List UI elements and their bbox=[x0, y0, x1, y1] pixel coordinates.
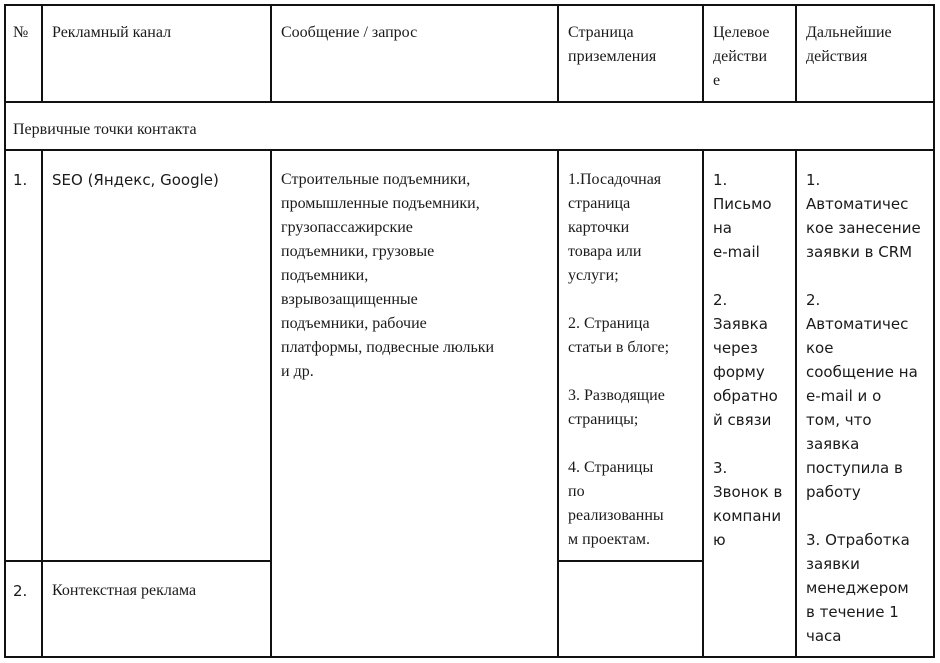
col-divider-3 bbox=[557, 149, 559, 658]
target-line: ю bbox=[713, 531, 726, 549]
header-landing bbox=[568, 21, 656, 69]
row-divider-landing bbox=[557, 560, 703, 562]
landing-line: страницы; bbox=[568, 411, 639, 428]
target-line: Письмо bbox=[713, 195, 772, 213]
row2-channel: Контекстная реклама bbox=[52, 582, 197, 599]
landing-item-3 bbox=[568, 384, 669, 432]
row1-target bbox=[713, 168, 782, 552]
row1-next bbox=[806, 168, 921, 648]
message-line: взрывозащищенные bbox=[281, 291, 418, 308]
next-line: заявки bbox=[806, 555, 860, 573]
landing-line: м проектам. bbox=[568, 531, 650, 548]
header-target bbox=[713, 21, 769, 93]
col-divider-1 bbox=[41, 149, 43, 658]
table-border-left bbox=[4, 4, 6, 658]
next-line: том, что bbox=[806, 411, 872, 429]
target-line: й связи bbox=[713, 411, 772, 429]
col-divider-4-header bbox=[702, 4, 704, 103]
row1-channel: SEO (Яндекс, Google) bbox=[52, 171, 219, 189]
target-item-2 bbox=[713, 288, 782, 432]
next-line: 3. Отработка bbox=[806, 531, 910, 549]
message-line: подъемники, bbox=[281, 267, 369, 284]
landing-line: по bbox=[568, 483, 585, 500]
row1-landing bbox=[568, 168, 669, 552]
row1-message bbox=[281, 168, 494, 384]
header-channel: Рекламный канал bbox=[52, 24, 172, 41]
col-divider-3-header bbox=[557, 4, 559, 103]
header-target-line: действи bbox=[713, 48, 768, 65]
landing-line: карточки bbox=[568, 219, 630, 236]
header-landing-line: приземления bbox=[568, 48, 657, 65]
next-item-1 bbox=[806, 168, 921, 264]
landing-line: услуги; bbox=[568, 267, 619, 284]
next-line: в течение 1 bbox=[806, 603, 899, 621]
message-line: грузопассажирские bbox=[281, 219, 413, 236]
document-page bbox=[4, 4, 935, 659]
next-line: заявка bbox=[806, 435, 860, 453]
next-line: менеджером bbox=[806, 579, 909, 597]
target-line: Заявка bbox=[713, 315, 768, 333]
target-line: 2. bbox=[713, 291, 728, 309]
landing-line: 2. Страница bbox=[568, 315, 650, 332]
header-next-line: действия bbox=[806, 48, 868, 65]
message-line: Строительные подъемники, bbox=[281, 171, 471, 188]
target-line: форму bbox=[713, 363, 765, 381]
header-message: Сообщение / запрос bbox=[281, 24, 418, 41]
next-item-2 bbox=[806, 288, 921, 504]
next-line: 2. bbox=[806, 291, 821, 309]
col-divider-1-header bbox=[41, 4, 43, 103]
message-line: и др. bbox=[281, 363, 314, 380]
header-landing-line: Страница bbox=[568, 24, 634, 41]
message-line: платформы, подвесные люльки bbox=[281, 339, 495, 356]
col-divider-5-header bbox=[795, 4, 797, 103]
landing-line: 4. Страницы bbox=[568, 459, 654, 476]
target-item-1 bbox=[713, 168, 782, 264]
next-line: поступила в bbox=[806, 459, 903, 477]
next-line: Автоматичес bbox=[806, 195, 909, 213]
header-target-line: е bbox=[713, 72, 721, 89]
next-line: кое занесение bbox=[806, 219, 921, 237]
section-title: Первичные точки контакта bbox=[13, 121, 197, 138]
row-divider-left bbox=[4, 560, 271, 562]
table-border-right bbox=[933, 4, 935, 658]
landing-line: 3. Разводящие bbox=[568, 387, 665, 404]
target-line: компани bbox=[713, 507, 782, 525]
landing-line: реализованны bbox=[568, 507, 664, 524]
row1-num: 1. bbox=[13, 171, 28, 189]
message-line: подъемники, рабочие bbox=[281, 315, 427, 332]
target-item-3 bbox=[713, 456, 782, 552]
col-divider-2 bbox=[270, 149, 272, 658]
header-target-line: Целевое bbox=[713, 24, 770, 41]
next-line: 1. bbox=[806, 171, 821, 189]
landing-item-2 bbox=[568, 312, 669, 360]
header-next-line: Дальнейшие bbox=[806, 24, 892, 41]
target-line: через bbox=[713, 339, 758, 357]
landing-line: статьи в блоге; bbox=[568, 339, 670, 356]
next-line: кое bbox=[806, 339, 834, 357]
next-item-3 bbox=[806, 528, 921, 648]
next-line: сообщение на bbox=[806, 363, 918, 381]
landing-line: страница bbox=[568, 195, 631, 212]
message-line: промышленные подъемники, bbox=[281, 195, 480, 212]
next-line: работу bbox=[806, 483, 861, 501]
target-line: e-mail bbox=[713, 243, 760, 261]
header-num: № bbox=[13, 24, 29, 41]
landing-line: товара или bbox=[568, 243, 642, 260]
row2-num: 2. bbox=[13, 582, 28, 600]
target-line: 3. bbox=[713, 459, 728, 477]
next-line: e-mail и о bbox=[806, 387, 882, 405]
target-line: обратно bbox=[713, 387, 778, 405]
landing-item-1 bbox=[568, 168, 669, 288]
target-line: Звонок в bbox=[713, 483, 783, 501]
target-line: на bbox=[713, 219, 732, 237]
message-line: подъемники, грузовые bbox=[281, 243, 435, 260]
col-divider-4 bbox=[702, 149, 704, 658]
next-line: Автоматичес bbox=[806, 315, 909, 333]
landing-item-4 bbox=[568, 456, 669, 552]
col-divider-2-header bbox=[270, 4, 272, 103]
header-next bbox=[806, 21, 892, 69]
target-line: 1. bbox=[713, 171, 728, 189]
next-line: часа bbox=[806, 627, 842, 645]
next-line: заявки в CRM bbox=[806, 243, 913, 261]
landing-line: 1.Посадочная bbox=[568, 171, 662, 188]
col-divider-5 bbox=[795, 149, 797, 658]
